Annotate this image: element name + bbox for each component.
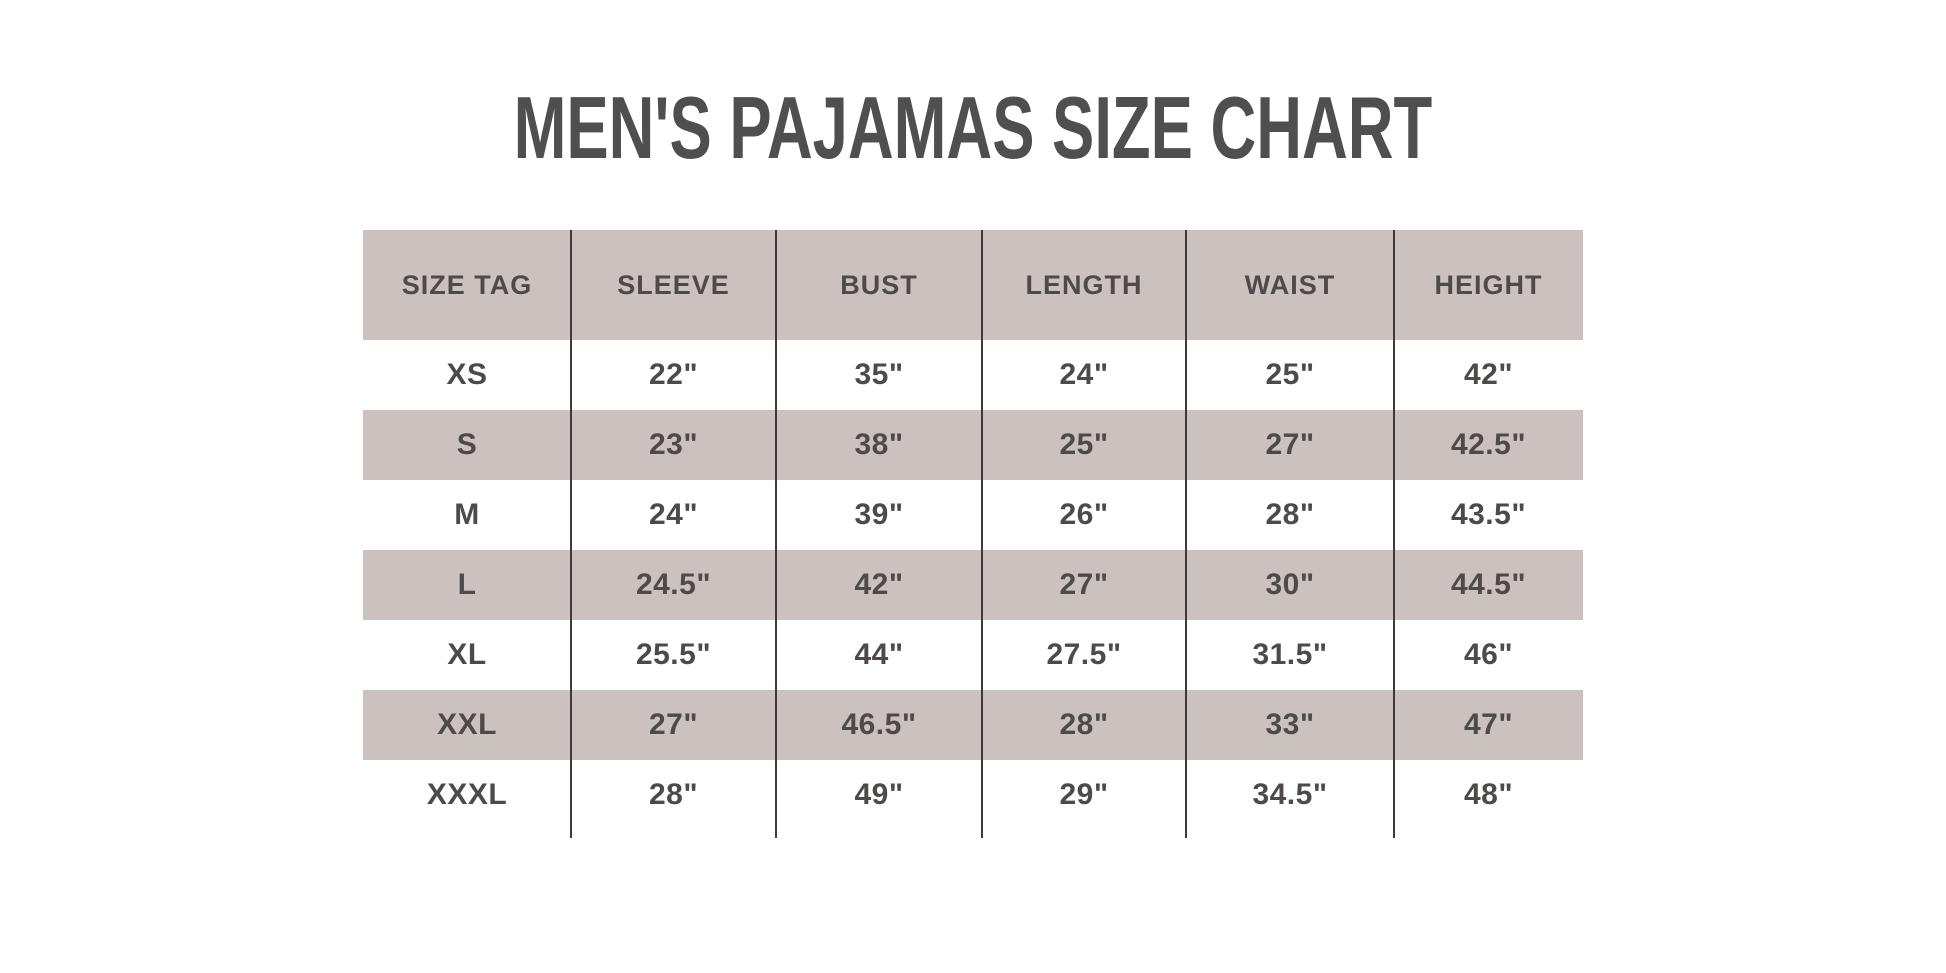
size-tag-cell: XS <box>446 358 488 391</box>
column-separator-line <box>775 230 777 838</box>
bust-cell: 44" <box>854 638 904 671</box>
height-cell: 42.5" <box>1450 428 1527 461</box>
height-cell: 43.5" <box>1450 498 1527 531</box>
col-header-bust: BUST <box>840 269 918 300</box>
height-cell: 44.5" <box>1450 568 1527 601</box>
page-title-text: MEN'S PAJAMAS SIZE CHART <box>513 78 1433 177</box>
waist-cell: 30" <box>1265 568 1315 601</box>
table-row-xs <box>363 340 1583 410</box>
waist-cell: 28" <box>1265 498 1315 531</box>
size-tag-cell: XXL <box>437 708 497 741</box>
bust-cell: 49" <box>854 778 904 811</box>
waist-cell: 34.5" <box>1252 778 1328 811</box>
table-row-m <box>363 480 1583 550</box>
waist-cell: 27" <box>1265 428 1315 461</box>
size-tag-cell: L <box>457 568 477 601</box>
table-row-xxxl <box>363 760 1583 830</box>
size-tag-cell: XXXL <box>426 778 508 811</box>
bust-cell: 35" <box>854 358 904 391</box>
col-header-waist: WAIST <box>1244 269 1336 300</box>
length-cell: 29" <box>1059 778 1109 811</box>
waist-cell: 33" <box>1265 708 1315 741</box>
height-cell: 46" <box>1463 638 1514 671</box>
length-cell: 24" <box>1059 358 1109 391</box>
col-header-height: HEIGHT <box>1434 269 1543 300</box>
bust-cell: 39" <box>854 498 904 531</box>
sleeve-cell: 27" <box>648 708 699 741</box>
length-cell: 27.5" <box>1046 638 1122 671</box>
col-header-sleeve: SLEEVE <box>617 269 730 300</box>
column-separator-line <box>1393 230 1395 838</box>
column-separator-line <box>570 230 572 838</box>
table-row-xxl <box>363 690 1583 760</box>
height-cell: 48" <box>1463 778 1514 811</box>
bust-cell: 46.5" <box>841 708 917 741</box>
column-separator-line <box>1185 230 1187 838</box>
table-header-row <box>363 230 1583 340</box>
table-row-l <box>363 550 1583 620</box>
sleeve-cell: 22" <box>648 358 699 391</box>
sleeve-cell: 25.5" <box>635 638 712 671</box>
size-tag-cell: S <box>456 428 478 461</box>
size-tag-cell: XL <box>447 638 487 671</box>
col-header-size-tag: SIZE TAG <box>401 269 533 300</box>
length-cell: 28" <box>1059 708 1109 741</box>
sleeve-cell: 24.5" <box>635 568 712 601</box>
sleeve-cell: 23" <box>648 428 699 461</box>
size-chart-table <box>363 230 1583 830</box>
page-title <box>0 78 1946 177</box>
table-row-xl <box>363 620 1583 690</box>
length-cell: 25" <box>1059 428 1109 461</box>
waist-cell: 31.5" <box>1252 638 1328 671</box>
waist-cell: 25" <box>1265 358 1315 391</box>
bust-cell: 42" <box>854 568 904 601</box>
height-cell: 47" <box>1463 708 1514 741</box>
size-tag-cell: M <box>454 498 480 531</box>
sleeve-cell: 28" <box>648 778 699 811</box>
bust-cell: 38" <box>854 428 904 461</box>
table-row-s <box>363 410 1583 480</box>
length-cell: 26" <box>1059 498 1109 531</box>
column-separator-line <box>981 230 983 838</box>
height-cell: 42" <box>1463 358 1514 391</box>
length-cell: 27" <box>1059 568 1109 601</box>
sleeve-cell: 24" <box>648 498 699 531</box>
col-header-length: LENGTH <box>1025 269 1143 300</box>
